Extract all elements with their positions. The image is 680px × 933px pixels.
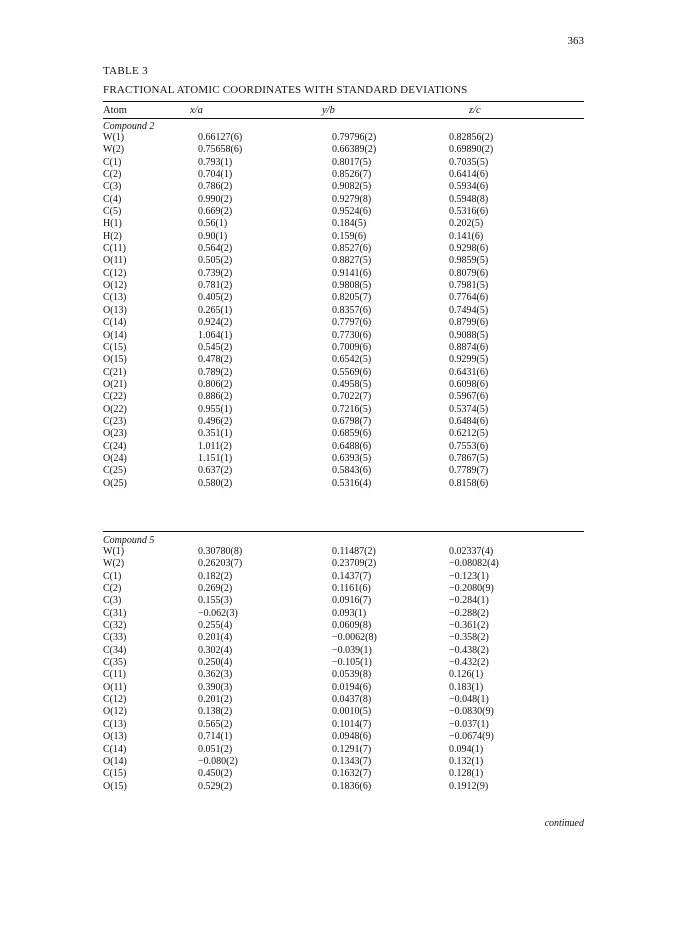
- atom-cell: C(2): [103, 583, 122, 595]
- z-coordinate-cell: 0.7494(5): [449, 304, 489, 316]
- atom-cell: H(1): [103, 218, 122, 230]
- x-coordinate-cell: 0.669(2): [198, 206, 233, 218]
- table-row: [103, 478, 584, 490]
- atom-cell: C(12): [103, 267, 127, 279]
- atom-cell: C(35): [103, 657, 127, 669]
- x-coordinate-cell: 0.565(2): [198, 718, 233, 730]
- x-coordinate-cell: 1.151(1): [198, 452, 233, 464]
- table-row: [103, 206, 584, 218]
- y-coordinate-cell: 0.5843(6): [332, 465, 372, 477]
- atom-cell: C(15): [103, 768, 127, 780]
- y-coordinate-cell: 0.1161(6): [332, 583, 371, 595]
- table-row: [103, 441, 584, 453]
- table-row: [103, 645, 584, 657]
- atom-cell: C(11): [103, 669, 126, 681]
- z-coordinate-cell: 0.1912(9): [449, 780, 489, 792]
- y-coordinate-cell: 0.6488(6): [332, 440, 372, 452]
- atom-cell: C(12): [103, 694, 127, 706]
- table-row: [103, 453, 584, 465]
- x-coordinate-cell: 0.30780(8): [198, 546, 243, 557]
- table-header-rule: [103, 118, 584, 119]
- y-coordinate-cell: 0.9279(8): [332, 193, 372, 205]
- y-coordinate-cell: −0.105(1): [332, 657, 372, 669]
- table-row: [103, 194, 584, 206]
- atom-cell: O(15): [103, 354, 127, 366]
- x-coordinate-cell: 0.739(2): [198, 267, 233, 279]
- x-coordinate-cell: 0.924(2): [198, 317, 233, 329]
- x-coordinate-cell: 0.545(2): [198, 341, 233, 353]
- y-coordinate-cell: 0.7022(7): [332, 391, 372, 403]
- z-coordinate-cell: −0.048(1): [449, 694, 489, 706]
- z-coordinate-cell: 0.094(1): [449, 743, 484, 755]
- z-coordinate-cell: 0.7553(6): [449, 440, 489, 452]
- y-coordinate-cell: 0.7730(6): [332, 329, 372, 341]
- y-coordinate-cell: 0.0916(7): [332, 595, 372, 607]
- y-coordinate-cell: −0.039(1): [332, 644, 372, 656]
- z-coordinate-cell: −0.037(1): [449, 718, 489, 730]
- table-label: TABLE 3: [103, 65, 148, 77]
- z-coordinate-cell: 0.7789(7): [449, 465, 489, 477]
- atom-cell: O(14): [103, 329, 127, 341]
- table-row: [103, 682, 584, 694]
- table-row: [103, 132, 584, 144]
- x-coordinate-cell: 0.90(1): [198, 230, 228, 242]
- table-row: [103, 694, 584, 706]
- table-row: [103, 781, 584, 793]
- y-coordinate-cell: 0.093(1): [332, 607, 367, 619]
- atom-cell: C(5): [103, 206, 122, 218]
- y-coordinate-cell: 0.159(6): [332, 230, 367, 242]
- continued-note: continued: [544, 818, 584, 829]
- y-coordinate-cell: 0.184(5): [332, 218, 367, 230]
- atom-cell: C(2): [103, 169, 122, 181]
- x-coordinate-cell: 0.201(2): [198, 694, 233, 706]
- z-coordinate-cell: 0.6484(6): [449, 415, 489, 427]
- x-coordinate-cell: 0.496(2): [198, 415, 233, 427]
- z-coordinate-cell: 0.6414(6): [449, 169, 489, 181]
- table-row: [103, 231, 584, 243]
- z-coordinate-cell: 0.82856(2): [449, 132, 494, 143]
- atom-cell: O(13): [103, 731, 127, 743]
- column-header-x: x/a: [190, 105, 203, 116]
- table-row: [103, 595, 584, 607]
- atom-cell: C(14): [103, 317, 127, 329]
- y-coordinate-cell: 0.5316(4): [332, 477, 372, 489]
- atom-cell: C(13): [103, 718, 127, 730]
- y-coordinate-cell: 0.8017(5): [332, 156, 372, 168]
- x-coordinate-cell: 0.704(1): [198, 169, 233, 181]
- x-coordinate-cell: −0.062(3): [198, 607, 238, 619]
- atom-cell: C(1): [103, 156, 122, 168]
- x-coordinate-cell: 0.269(2): [198, 583, 233, 595]
- x-coordinate-cell: 0.580(2): [198, 477, 233, 489]
- y-coordinate-cell: 0.8827(5): [332, 255, 372, 267]
- atom-cell: W(1): [103, 132, 125, 143]
- table-row: [103, 330, 584, 342]
- table-row: [103, 243, 584, 255]
- z-coordinate-cell: −0.08082(4): [449, 558, 499, 570]
- z-coordinate-cell: 0.6431(6): [449, 366, 489, 378]
- x-coordinate-cell: 0.637(2): [198, 465, 233, 477]
- table-row: [103, 354, 584, 366]
- x-coordinate-cell: 0.051(2): [198, 743, 233, 755]
- x-coordinate-cell: 0.990(2): [198, 193, 233, 205]
- section-divider-rule: [103, 531, 584, 532]
- y-coordinate-cell: 0.0010(5): [332, 706, 372, 718]
- atom-cell: C(24): [103, 440, 127, 452]
- z-coordinate-cell: 0.7764(6): [449, 292, 489, 304]
- atom-cell: C(4): [103, 193, 122, 205]
- x-coordinate-cell: 0.75658(6): [198, 144, 243, 156]
- x-coordinate-cell: 0.155(3): [198, 595, 233, 607]
- z-coordinate-cell: 0.8874(6): [449, 341, 489, 353]
- z-coordinate-cell: 0.7035(5): [449, 156, 489, 168]
- z-coordinate-cell: −0.361(2): [449, 620, 489, 632]
- atom-cell: C(22): [103, 391, 127, 403]
- x-coordinate-cell: 0.714(1): [198, 731, 233, 743]
- table-row: [103, 632, 584, 644]
- table-row: [103, 342, 584, 354]
- x-coordinate-cell: 0.302(4): [198, 644, 233, 656]
- z-coordinate-cell: −0.284(1): [449, 595, 489, 607]
- x-coordinate-cell: 0.806(2): [198, 378, 233, 390]
- y-coordinate-cell: 0.6542(5): [332, 354, 372, 366]
- table-row: [103, 465, 584, 477]
- atom-cell: C(32): [103, 620, 127, 632]
- atom-cell: C(3): [103, 181, 122, 193]
- table-row: [103, 428, 584, 440]
- y-coordinate-cell: 0.8527(6): [332, 243, 372, 255]
- atom-cell: O(11): [103, 255, 127, 267]
- y-coordinate-cell: 0.23709(2): [332, 558, 377, 570]
- x-coordinate-cell: 0.564(2): [198, 243, 233, 255]
- x-coordinate-cell: 0.201(4): [198, 632, 233, 644]
- table-row: [103, 391, 584, 403]
- y-coordinate-cell: 0.9524(6): [332, 206, 372, 218]
- x-coordinate-cell: 0.390(3): [198, 681, 233, 693]
- z-coordinate-cell: 0.183(1): [449, 681, 484, 693]
- z-coordinate-cell: −0.0674(9): [449, 731, 494, 743]
- z-coordinate-cell: 0.5967(6): [449, 391, 489, 403]
- section-title: Compound 5: [103, 535, 155, 546]
- z-coordinate-cell: −0.438(2): [449, 644, 489, 656]
- atom-cell: C(21): [103, 366, 127, 378]
- table-row: [103, 768, 584, 780]
- y-coordinate-cell: 0.66389(2): [332, 144, 377, 156]
- y-coordinate-cell: 0.9082(5): [332, 181, 372, 193]
- x-coordinate-cell: 0.56(1): [198, 218, 228, 230]
- x-coordinate-cell: 0.450(2): [198, 768, 233, 780]
- z-coordinate-cell: −0.432(2): [449, 657, 489, 669]
- atom-cell: C(1): [103, 570, 122, 582]
- table-row: [103, 669, 584, 681]
- x-coordinate-cell: 0.255(4): [198, 620, 233, 632]
- atom-cell: O(13): [103, 304, 127, 316]
- x-coordinate-cell: 0.781(2): [198, 280, 233, 292]
- z-coordinate-cell: 0.9088(5): [449, 329, 489, 341]
- table-row: [103, 719, 584, 731]
- atom-cell: C(13): [103, 292, 127, 304]
- x-coordinate-cell: 0.529(2): [198, 780, 233, 792]
- z-coordinate-cell: 0.141(6): [449, 230, 484, 242]
- x-coordinate-cell: 0.351(1): [198, 428, 233, 440]
- x-coordinate-cell: 0.250(4): [198, 657, 233, 669]
- atom-cell: C(34): [103, 644, 127, 656]
- z-coordinate-cell: 0.5316(6): [449, 206, 489, 218]
- atom-cell: O(22): [103, 403, 127, 415]
- atom-cell: O(14): [103, 755, 127, 767]
- x-coordinate-cell: 0.793(1): [198, 156, 233, 168]
- z-coordinate-cell: −0.123(1): [449, 570, 489, 582]
- z-coordinate-cell: 0.02337(4): [449, 546, 494, 557]
- y-coordinate-cell: 0.0194(6): [332, 681, 372, 693]
- x-coordinate-cell: 0.955(1): [198, 403, 233, 415]
- y-coordinate-cell: 0.4958(5): [332, 378, 372, 390]
- table-row: [103, 706, 584, 718]
- x-coordinate-cell: 0.789(2): [198, 366, 233, 378]
- atom-cell: C(3): [103, 595, 122, 607]
- y-coordinate-cell: 0.8357(6): [332, 304, 372, 316]
- table-row: [103, 280, 584, 292]
- atom-cell: O(21): [103, 378, 127, 390]
- z-coordinate-cell: 0.5374(5): [449, 403, 489, 415]
- y-coordinate-cell: 0.1343(7): [332, 755, 372, 767]
- atom-cell: C(15): [103, 341, 127, 353]
- y-coordinate-cell: 0.0609(8): [332, 620, 372, 632]
- table-row: [103, 608, 584, 620]
- x-coordinate-cell: 1.011(2): [198, 440, 232, 452]
- z-coordinate-cell: 0.7867(5): [449, 452, 489, 464]
- table-row: [103, 181, 584, 193]
- z-coordinate-cell: 0.8158(6): [449, 477, 489, 489]
- y-coordinate-cell: 0.8526(7): [332, 169, 372, 181]
- y-coordinate-cell: 0.7009(6): [332, 341, 372, 353]
- table-row: [103, 416, 584, 428]
- z-coordinate-cell: 0.7981(5): [449, 280, 489, 292]
- compound-5-section: [103, 535, 584, 793]
- atom-cell: C(11): [103, 243, 126, 255]
- x-coordinate-cell: 0.478(2): [198, 354, 233, 366]
- atom-cell: H(2): [103, 230, 122, 242]
- y-coordinate-cell: 0.9808(5): [332, 280, 372, 292]
- table-row: [103, 169, 584, 181]
- y-coordinate-cell: 0.1014(7): [332, 718, 372, 730]
- table-row: [103, 255, 584, 267]
- y-coordinate-cell: 0.0948(6): [332, 731, 372, 743]
- atom-cell: W(1): [103, 546, 125, 557]
- y-coordinate-cell: 0.1632(7): [332, 768, 372, 780]
- y-coordinate-cell: 0.1437(7): [332, 570, 372, 582]
- z-coordinate-cell: 0.126(1): [449, 669, 484, 681]
- y-coordinate-cell: 0.0437(8): [332, 694, 372, 706]
- atom-cell: O(24): [103, 452, 127, 464]
- y-coordinate-cell: 0.7216(5): [332, 403, 372, 415]
- atom-cell: O(15): [103, 780, 127, 792]
- y-coordinate-cell: 0.5569(6): [332, 366, 372, 378]
- y-coordinate-cell: 0.1836(6): [332, 780, 372, 792]
- atom-cell: O(12): [103, 280, 127, 292]
- table-row: [103, 218, 584, 230]
- z-coordinate-cell: 0.9859(5): [449, 255, 489, 267]
- x-coordinate-cell: −0.080(2): [198, 755, 238, 767]
- atom-cell: O(11): [103, 681, 127, 693]
- atom-cell: O(25): [103, 477, 127, 489]
- table-row: [103, 144, 584, 156]
- page-number: 363: [567, 35, 584, 47]
- x-coordinate-cell: 0.265(1): [198, 304, 233, 316]
- x-coordinate-cell: 0.405(2): [198, 292, 233, 304]
- y-coordinate-cell: 0.11487(2): [332, 546, 376, 557]
- table-row: [103, 744, 584, 756]
- atom-cell: C(14): [103, 743, 127, 755]
- table-row: [103, 731, 584, 743]
- table-row: [103, 379, 584, 391]
- table-row: [103, 367, 584, 379]
- x-coordinate-cell: 1.064(1): [198, 329, 233, 341]
- table-row: [103, 558, 584, 570]
- x-coordinate-cell: 0.505(2): [198, 255, 233, 267]
- column-header-z: z/c: [469, 105, 481, 116]
- y-coordinate-cell: 0.8205(7): [332, 292, 372, 304]
- table-top-rule: [103, 101, 584, 102]
- x-coordinate-cell: 0.182(2): [198, 570, 233, 582]
- table-title: FRACTIONAL ATOMIC COORDINATES WITH STANDARD DEVIATIONS: [103, 84, 468, 96]
- compound-2-section: [103, 121, 584, 490]
- z-coordinate-cell: −0.288(2): [449, 607, 489, 619]
- z-coordinate-cell: 0.9298(6): [449, 243, 489, 255]
- z-coordinate-cell: −0.2080(9): [449, 583, 494, 595]
- column-header-y: y/b: [322, 105, 335, 116]
- table-row: [103, 620, 584, 632]
- y-coordinate-cell: 0.0539(8): [332, 669, 372, 681]
- y-coordinate-cell: −0.0062(8): [332, 632, 377, 644]
- atom-cell: W(2): [103, 144, 125, 156]
- y-coordinate-cell: 0.7797(6): [332, 317, 372, 329]
- table-row: [103, 571, 584, 583]
- z-coordinate-cell: 0.202(5): [449, 218, 484, 230]
- y-coordinate-cell: 0.6393(5): [332, 452, 372, 464]
- x-coordinate-cell: 0.362(3): [198, 669, 233, 681]
- table-row: [103, 657, 584, 669]
- z-coordinate-cell: −0.358(2): [449, 632, 489, 644]
- x-coordinate-cell: 0.786(2): [198, 181, 233, 193]
- y-coordinate-cell: 0.6798(7): [332, 415, 372, 427]
- y-coordinate-cell: 0.6859(6): [332, 428, 372, 440]
- atom-cell: C(31): [103, 607, 127, 619]
- x-coordinate-cell: 0.886(2): [198, 391, 233, 403]
- z-coordinate-cell: 0.9299(5): [449, 354, 489, 366]
- atom-cell: C(23): [103, 415, 127, 427]
- atom-cell: O(12): [103, 706, 127, 718]
- table-row: [103, 756, 584, 768]
- z-coordinate-cell: 0.132(1): [449, 755, 484, 767]
- x-coordinate-cell: 0.138(2): [198, 706, 233, 718]
- table-row: [103, 305, 584, 317]
- z-coordinate-cell: 0.8799(6): [449, 317, 489, 329]
- atom-cell: O(23): [103, 428, 127, 440]
- atom-cell: W(2): [103, 558, 125, 570]
- x-coordinate-cell: 0.26203(7): [198, 558, 243, 570]
- table-row: [103, 317, 584, 329]
- z-coordinate-cell: 0.6098(6): [449, 378, 489, 390]
- table-row: [103, 292, 584, 304]
- table-row: [103, 268, 584, 280]
- column-header-atom: Atom: [103, 105, 127, 116]
- y-coordinate-cell: 0.1291(7): [332, 743, 372, 755]
- atom-cell: C(25): [103, 465, 127, 477]
- z-coordinate-cell: 0.8079(6): [449, 267, 489, 279]
- x-coordinate-cell: 0.66127(6): [198, 132, 243, 143]
- y-coordinate-cell: 0.79796(2): [332, 132, 377, 143]
- y-coordinate-cell: 0.9141(6): [332, 267, 372, 279]
- table-row: [103, 583, 584, 595]
- z-coordinate-cell: 0.5934(6): [449, 181, 489, 193]
- atom-cell: C(33): [103, 632, 127, 644]
- table-row: [103, 157, 584, 169]
- z-coordinate-cell: 0.69890(2): [449, 144, 494, 156]
- z-coordinate-cell: 0.6212(5): [449, 428, 489, 440]
- table-row: [103, 404, 584, 416]
- table-row: [103, 546, 584, 558]
- z-coordinate-cell: −0.0830(9): [449, 706, 494, 718]
- z-coordinate-cell: 0.128(1): [449, 768, 484, 780]
- z-coordinate-cell: 0.5948(8): [449, 193, 489, 205]
- section-title: Compound 2: [103, 121, 155, 132]
